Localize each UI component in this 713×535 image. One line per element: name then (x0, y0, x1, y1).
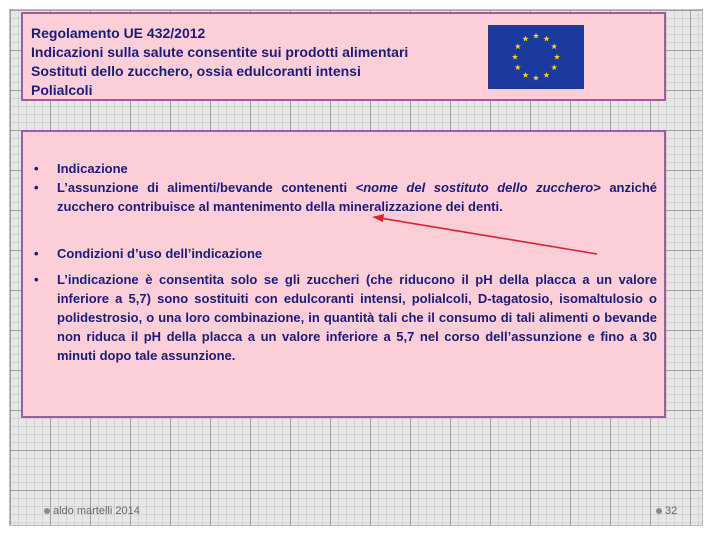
claim-text-end: anziché zucchero contribuisce al mantenimento della mineralizzazione dei denti. (57, 180, 658, 214)
bullet-marker: • (34, 180, 39, 195)
eu-star-icon (554, 54, 560, 60)
bullet-marker: • (34, 161, 39, 176)
footer-dot-icon (44, 508, 50, 514)
footer-page-number (656, 505, 677, 517)
eu-star-icon (515, 64, 521, 70)
bullet-marker: • (34, 246, 39, 261)
footer-dot-icon (656, 508, 662, 514)
eu-star-icon (522, 36, 528, 42)
title-line-sweeteners: Sostituti dello zucchero, ossia edulcoranti intensi (31, 63, 361, 79)
eu-star-icon (522, 72, 528, 78)
bullet-conditions-heading: Condizioni d’uso dell’indicazione (57, 246, 263, 261)
title-line-claims: Indicazioni sulla salute consentite sui prodotti alimentari (31, 44, 409, 60)
content-box (21, 130, 666, 418)
eu-star-icon (551, 43, 557, 49)
bullet-indicazione: Indicazione (57, 161, 128, 176)
eu-star-icon (533, 33, 539, 39)
eu-star-icon (515, 43, 521, 49)
title-line-polyols: Polialcoli (31, 82, 93, 98)
eu-star-icon (533, 75, 539, 81)
title-text (31, 24, 408, 100)
page-number-text: 32 (665, 505, 678, 517)
footer-author-text: aldo martelli 2014 (53, 505, 140, 517)
footer-author (44, 505, 140, 517)
eu-star-icon (543, 72, 549, 78)
eu-flag-icon (488, 25, 584, 89)
claim-text-start: L’assunzione di alimenti/bevande contenenti (57, 180, 356, 195)
eu-star-icon (543, 36, 549, 42)
title-box (21, 12, 666, 101)
bullet-conditions-text: L’indicazione è consentita solo se gli zuccheri (che riducono il pH della placca a un valore inferiore a 5,7) sono sostituiti con edulcoranti intensi, polialcoli, D-tagatosio, isomaltulosio o polidestrosio, o una loro combinazione, in quantità tali che il consumo di tali alimenti o bevande non riduca il pH della placca a un valore inferiore a 5,7 nel corso dell’assunzione e fino a 30 minuti dopo tale assunzione. (57, 272, 657, 363)
bullet-marker: • (34, 272, 39, 287)
eu-stars-icon (488, 25, 584, 89)
eu-star-icon (551, 64, 557, 70)
title-line-regulation: Regolamento UE 432/2012 (31, 25, 206, 41)
claim-placeholder: <nome del sostituto dello zucchero> (355, 180, 601, 195)
eu-star-icon (512, 54, 518, 60)
bullet-claim-text (57, 178, 657, 216)
